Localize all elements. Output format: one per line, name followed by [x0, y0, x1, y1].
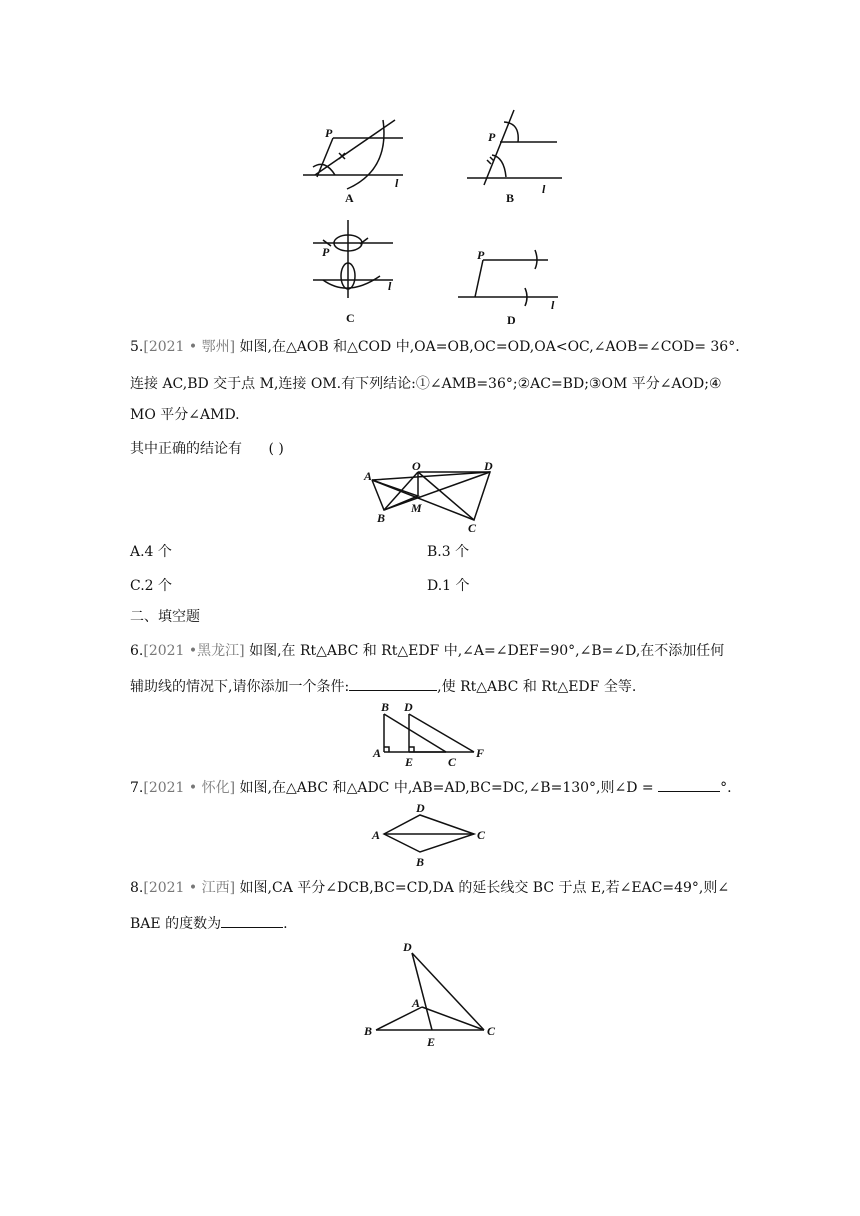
q5-line1	[130, 337, 740, 357]
q5-question-text: 其中正确的结论有	[130, 441, 242, 457]
q4d-line-l: l	[551, 298, 555, 312]
q6-line1	[130, 641, 724, 661]
q6-figure	[370, 700, 495, 770]
q5-label-o: O	[412, 459, 421, 473]
q6-answer-blank[interactable]	[349, 676, 437, 691]
q8-label-b: B	[364, 1024, 373, 1038]
q4b-point-p: P	[488, 130, 496, 144]
q6-label-c: C	[448, 755, 457, 769]
q5-line3: MO 平分∠AMD.	[130, 407, 240, 423]
q4b-line-l: l	[542, 182, 546, 196]
q6-text-2a: 辅助线的情况下,请你添加一个条件:	[130, 679, 350, 695]
q5-option-d[interactable]: D.1 个	[427, 578, 470, 594]
q6-label-a: A	[373, 746, 382, 760]
q5-line2: 连接 AC,BD 交于点 M,连接 OM.有下列结论:①∠AMB=36°;②AC=BD;③OM 平分∠AOD;④	[130, 376, 722, 392]
q6-line2	[130, 676, 636, 697]
q7-label-a: A	[372, 828, 381, 842]
q5-number: 5.	[130, 339, 144, 355]
q8-label-c: C	[487, 1024, 496, 1038]
q8-label-a: A	[412, 996, 421, 1010]
q8-figure	[360, 935, 505, 1050]
q7-text-a: 如图,在△ABC 和△ADC 中,AB=AD,BC=DC,∠B=130°,则∠D =	[239, 780, 654, 796]
q6-text-2b: ,使 Rt△ABC 和 Rt△EDF 全等.	[437, 679, 637, 695]
q5-label-a: A	[364, 469, 373, 483]
q5-label-b: B	[377, 511, 386, 525]
q4-figure-d	[453, 245, 573, 330]
q5-question	[130, 439, 284, 459]
q7-label-d: D	[416, 801, 425, 815]
q5-figure	[360, 460, 505, 535]
q6-label-f: F	[476, 746, 485, 760]
q4-figure-c	[308, 218, 403, 328]
q4-label-c: C	[346, 311, 355, 325]
q5-answer-paren: ( )	[268, 441, 284, 457]
q6-number: 6.	[130, 643, 144, 659]
q5-option-c[interactable]: C.2 个	[130, 578, 173, 594]
q4a-line-l: l	[395, 176, 399, 190]
q5-label-c: C	[468, 521, 477, 535]
q4-label-a: A	[345, 191, 354, 205]
q7-number: 7.	[130, 780, 144, 796]
q7-label-c: C	[477, 828, 486, 842]
q5-option-b[interactable]: B.3 个	[427, 544, 470, 560]
section-title-fill-in: 二、填空题	[130, 609, 200, 625]
q7-label-b: B	[416, 855, 425, 869]
q7-source-tag: [2021 • 怀化]	[143, 780, 236, 796]
q6-label-d: D	[404, 700, 413, 714]
q6-label-b: B	[381, 700, 390, 714]
q8-text-2a: BAE 的度数为	[130, 916, 222, 932]
q4-label-d: D	[507, 313, 516, 327]
q8-line1	[130, 878, 729, 898]
q8-label-d: D	[403, 940, 412, 954]
q5-label-m: M	[411, 501, 422, 515]
q4-label-b: B	[506, 191, 515, 205]
q4a-point-p: P	[325, 126, 333, 140]
q8-answer-blank[interactable]	[221, 913, 283, 928]
q7-figure	[368, 800, 493, 870]
q4c-line-l: l	[388, 279, 392, 293]
q5-label-d: D	[484, 459, 493, 473]
q7-text-b: °.	[720, 780, 732, 796]
q8-text-2b: .	[283, 916, 288, 932]
q5-option-a[interactable]: A.4 个	[130, 544, 172, 560]
q6-source-tag: [2021 •黑龙江]	[143, 643, 245, 659]
q4d-point-p: P	[477, 248, 485, 262]
q8-text-1: 如图,CA 平分∠DCB,BC=CD,DA 的延长线交 BC 于点 E,若∠EAC=49°,则∠	[239, 880, 730, 896]
q4c-point-p: P	[322, 245, 330, 259]
q8-source-tag: [2021 • 江西]	[143, 880, 236, 896]
q7-answer-blank[interactable]	[658, 777, 720, 792]
q8-label-e: E	[427, 1035, 436, 1049]
q6-label-e: E	[405, 755, 414, 769]
q5-text-1: 如图,在△AOB 和△COD 中,OA=OB,OC=OD,OA<OC,∠AOB=∠COD= 36°.	[239, 339, 740, 355]
q5-source-tag: [2021 • 鄂州]	[143, 339, 236, 355]
q4-figure-a	[295, 115, 415, 210]
q8-number: 8.	[130, 880, 144, 896]
q7-line1	[130, 777, 732, 798]
q4-figure-b	[462, 105, 572, 210]
q8-line2	[130, 913, 288, 934]
q6-text-1: 如图,在 Rt△ABC 和 Rt△EDF 中,∠A=∠DEF=90°,∠B=∠D,在不添加任何	[249, 643, 725, 659]
